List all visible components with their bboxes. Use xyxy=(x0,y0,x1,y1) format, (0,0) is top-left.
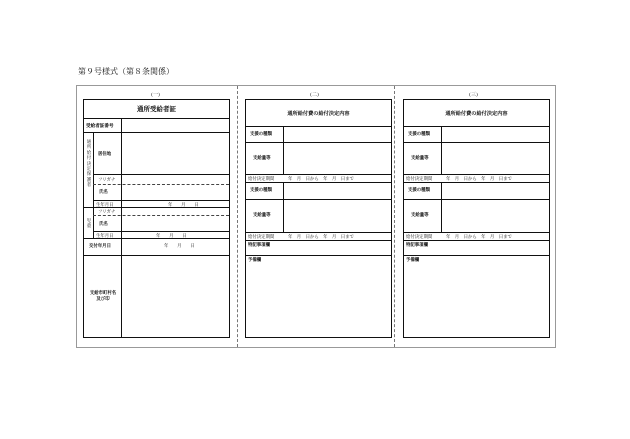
reserve-label-2: 予備欄 xyxy=(248,258,262,263)
issue-date-label: 交付年月日 xyxy=(89,244,111,249)
guardian-vertical-label: 通 所 給 付 決 定 保 護 者 xyxy=(86,140,92,189)
period-label-3b: 給付決定期間 xyxy=(406,234,433,240)
guardian-birthdate-value: 年 月 日 xyxy=(168,202,199,208)
child-name-label: 氏名 xyxy=(99,222,108,227)
benefit-heading-2: 通所給付費の給付決定内容 xyxy=(287,111,350,117)
address-label: 居住地 xyxy=(98,152,112,157)
panel-3-label: (三) xyxy=(469,92,478,98)
support-type-label-2a: 支援の種類 xyxy=(250,132,272,137)
panel-recipient-certificate xyxy=(83,99,230,338)
supply-amount-label-3b: 支給量等 xyxy=(411,213,429,218)
benefit-heading-3: 通所給付費の給付決定内容 xyxy=(445,111,508,117)
child-furigana-label: フリガナ xyxy=(98,210,116,215)
form-title: 第９号様式（第８条関係） xyxy=(78,67,174,76)
panel-benefit-decision-3 xyxy=(403,99,550,338)
period-values-2a: 年 月 日から 年 月 日まで xyxy=(288,176,354,182)
support-type-label-2b: 支援の種類 xyxy=(250,188,272,193)
period-values-2b: 年 月 日から 年 月 日まで xyxy=(288,234,354,240)
child-birthdate-label: 生年月日 xyxy=(96,233,114,239)
panel-1-label: (一) xyxy=(151,92,160,98)
panel-2-label: (二) xyxy=(310,92,319,98)
child-birthdate-value: 年 月 日 xyxy=(156,233,187,239)
fold-line-1 xyxy=(237,86,238,347)
recipient-number-label: 受給者証番号 xyxy=(86,124,114,129)
supply-amount-label-2a: 支給量等 xyxy=(253,156,271,161)
period-label-3a: 給付決定期間 xyxy=(406,176,433,182)
reserve-label-3: 予備欄 xyxy=(406,258,420,263)
support-type-label-3a: 支援の種類 xyxy=(408,132,430,137)
special-notes-label-3: 特記事項欄 xyxy=(406,242,428,248)
period-label-2a: 給付決定期間 xyxy=(248,176,275,182)
supply-amount-label-2b: 支給量等 xyxy=(253,213,271,218)
guardian-birthdate-label: 生年月日 xyxy=(96,202,114,208)
certificate-heading: 通所受給者証 xyxy=(137,105,176,113)
issue-date-value: 年 月 日 xyxy=(164,244,195,249)
fold-line-2 xyxy=(394,86,395,347)
special-notes-label-2: 特記事項欄 xyxy=(248,242,270,248)
period-label-2b: 給付決定期間 xyxy=(248,234,275,240)
guardian-name-label: 氏名 xyxy=(99,190,108,195)
period-values-3a: 年 月 日から 年 月 日まで xyxy=(446,176,512,182)
child-vertical-label: 児 童 xyxy=(86,219,92,230)
panel-benefit-decision-2 xyxy=(245,99,392,338)
guardian-furigana-label: フリガナ xyxy=(98,178,116,183)
support-type-label-3b: 支援の種類 xyxy=(408,188,430,193)
period-values-3b: 年 月 日から 年 月 日まで xyxy=(446,234,512,240)
municipality-label: 支給市町村名及び印 xyxy=(89,291,117,302)
supply-amount-label-3a: 支給量等 xyxy=(411,156,429,161)
